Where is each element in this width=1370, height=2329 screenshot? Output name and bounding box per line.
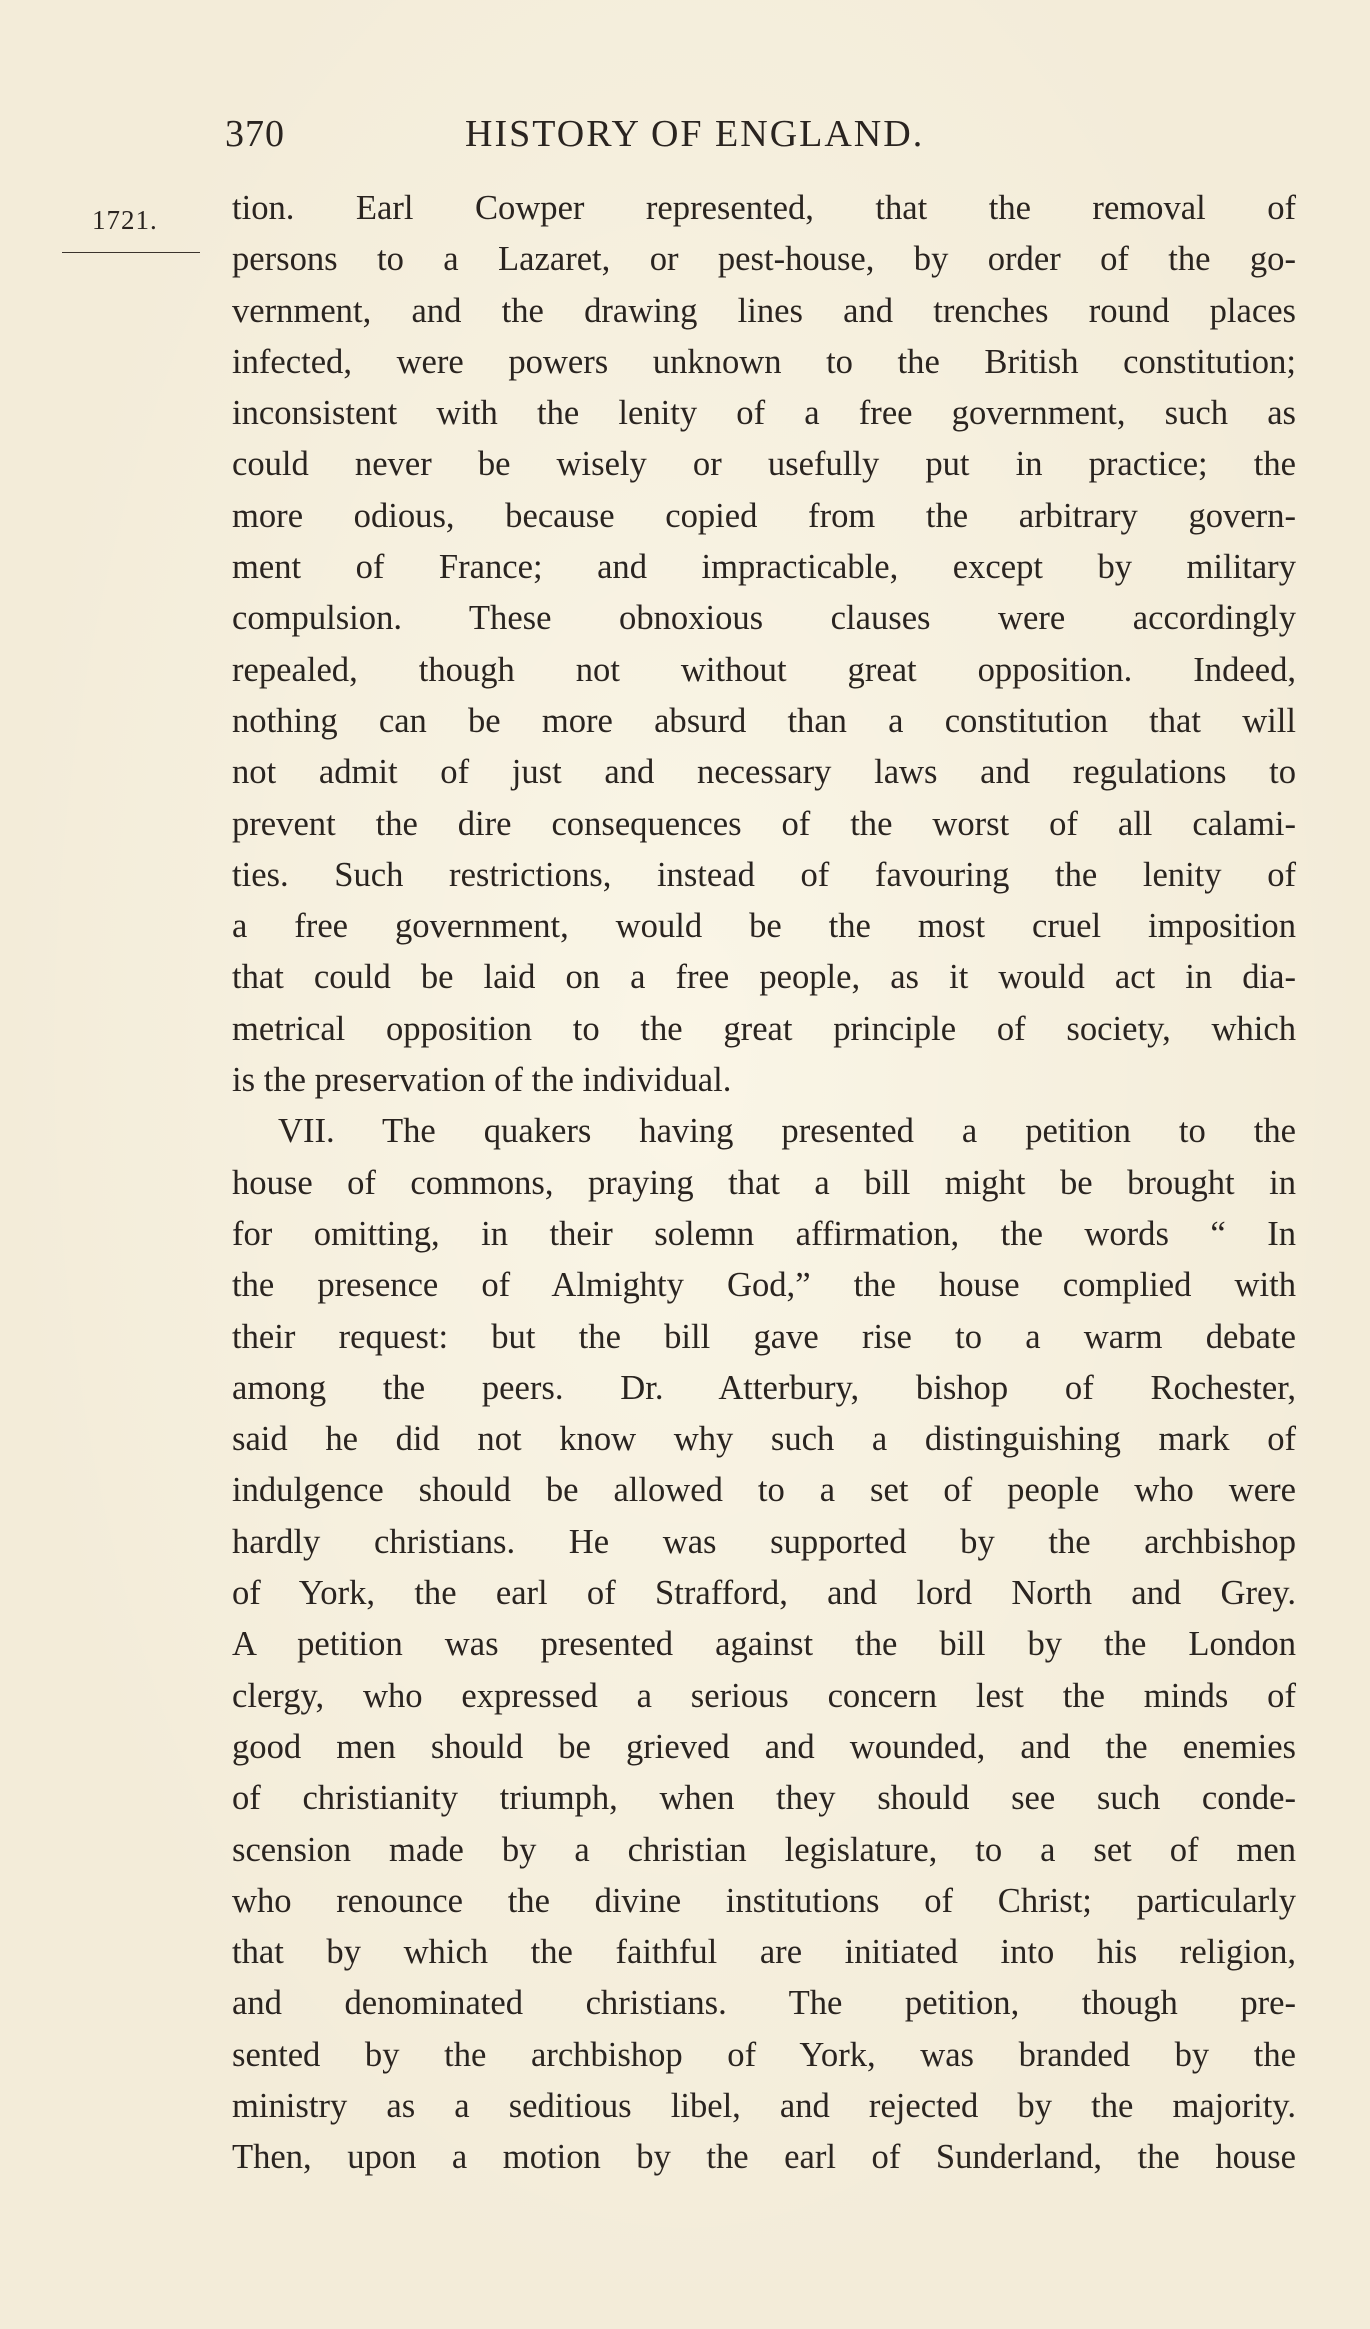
- text-line: nothing can be more absurd than a constitution that will: [232, 701, 1296, 740]
- text-line: the presence of Almighty God,” the house complied with: [232, 1266, 1296, 1305]
- margin-year-note: 1721.: [92, 205, 158, 235]
- text-line: not admit of just and necessary laws and regulations to: [232, 753, 1296, 792]
- body-text: [232, 183, 1296, 2184]
- text-line: sented by the archbishop of York, was branded by the: [232, 2035, 1296, 2074]
- text-line: that by which the faithful are initiated into his religion,: [232, 1933, 1296, 1972]
- text-line: persons to a Lazaret, or pest-house, by order of the go-: [232, 240, 1296, 279]
- text-line: inconsistent with the lenity of a free government, such as: [232, 394, 1296, 433]
- text-line: said he did not know why such a distinguishing mark of: [232, 1420, 1296, 1459]
- text-line: could never be wisely or usefully put in practice; the: [232, 445, 1296, 484]
- text-line: hardly christians. He was supported by the archbishop: [232, 1522, 1296, 1561]
- running-head: [225, 112, 1295, 162]
- page-number: 370: [225, 113, 285, 155]
- text-line: good men should be grieved and wounded, and the enemies: [232, 1727, 1296, 1766]
- text-line: house of commons, praying that a bill might be brought in: [232, 1163, 1296, 1202]
- text-line: their request: but the bill gave rise to a warm debate: [232, 1317, 1296, 1356]
- text-line: tion. Earl Cowper represented, that the removal of: [232, 189, 1296, 227]
- text-line: a free government, would be the most cruel imposition: [232, 907, 1296, 946]
- text-line: compulsion. These obnoxious clauses were accordingly: [232, 599, 1296, 638]
- text-line-paragraph-end: is the preservation of the individual.: [232, 1061, 732, 1100]
- text-line: metrical opposition to the great principle of society, which: [232, 1009, 1296, 1048]
- text-line: prevent the dire consequences of the worst of all calami-: [232, 804, 1296, 843]
- margin-divider: [62, 252, 200, 253]
- text-line: and denominated christians. The petition, though pre-: [232, 1984, 1296, 2023]
- text-line: A petition was presented against the bill by the London: [232, 1625, 1296, 1664]
- text-line: infected, were powers unknown to the British constitution;: [232, 342, 1296, 381]
- text-line: ment of France; and impracticable, except by military: [232, 548, 1296, 587]
- text-line: that could be laid on a free people, as it would act in dia-: [232, 958, 1296, 997]
- text-line: vernment, and the drawing lines and trenches round places: [232, 291, 1296, 330]
- text-line: indulgence should be allowed to a set of people who were: [232, 1471, 1296, 1510]
- text-line: who renounce the divine institutions of Christ; particularly: [232, 1881, 1296, 1920]
- text-line: more odious, because copied from the arbitrary govern-: [232, 496, 1296, 535]
- text-line: for omitting, in their solemn affirmation, the words “ In: [232, 1214, 1296, 1253]
- text-line: of York, the earl of Strafford, and lord North and Grey.: [232, 1574, 1296, 1613]
- text-line: of christianity triumph, when they should see such conde-: [232, 1779, 1296, 1818]
- text-line: clergy, who expressed a serious concern lest the minds of: [232, 1676, 1296, 1715]
- text-line: among the peers. Dr. Atterbury, bishop of Rochester,: [232, 1368, 1296, 1407]
- running-title: HISTORY OF ENGLAND.: [465, 113, 925, 155]
- text-line: Then, upon a motion by the earl of Sunderland, the house: [232, 2138, 1296, 2177]
- text-line-section-start: VII. The quakers having presented a petition to the: [278, 1112, 1296, 1151]
- text-line: ministry as a seditious libel, and rejected by the majority.: [232, 2086, 1296, 2125]
- text-line: scension made by a christian legislature, to a set of men: [232, 1830, 1296, 1869]
- text-line: ties. Such restrictions, instead of favouring the lenity of: [232, 855, 1296, 894]
- text-line: repealed, though not without great opposition. Indeed,: [232, 650, 1296, 689]
